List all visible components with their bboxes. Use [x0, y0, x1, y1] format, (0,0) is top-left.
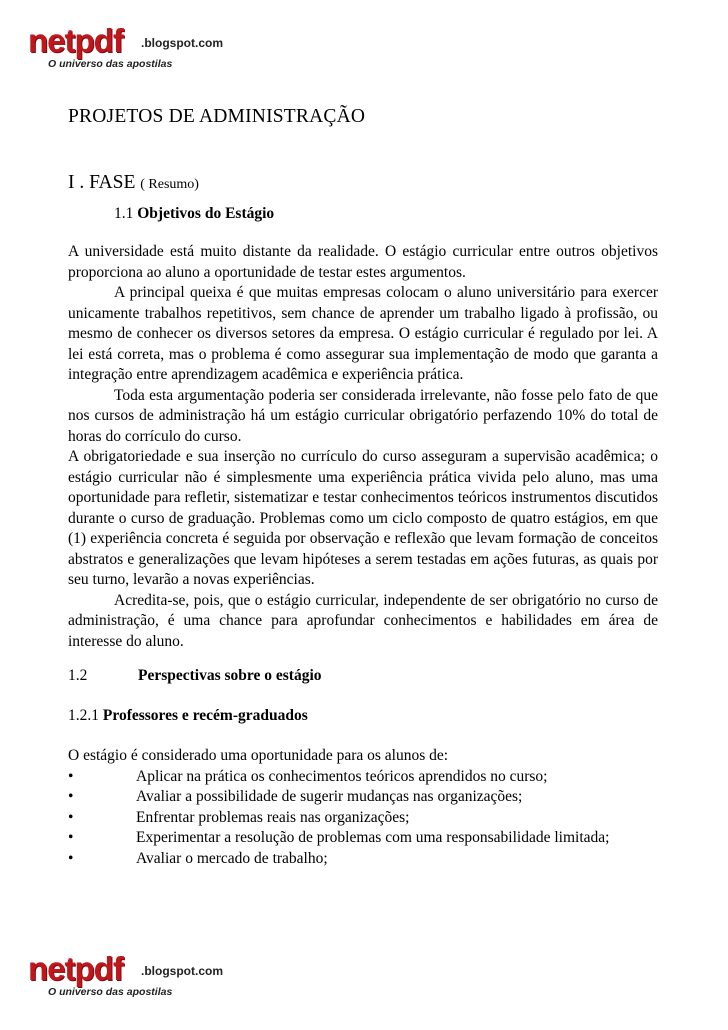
header-logo — [28, 22, 223, 76]
list-item: • Experimentar a resolução de problemas com uma responsabilidade limitada; — [68, 828, 658, 849]
phase-label: I . FASE — [68, 172, 136, 193]
section-1-2-number: 1.2 — [68, 667, 88, 684]
section-1-2-title: Perspectivas sobre o estágio — [138, 667, 322, 684]
bullet-icon: • — [68, 849, 74, 867]
logo-domain: .blogspot.com — [141, 964, 223, 978]
section-1-1-title: Objetivos do Estágio — [137, 205, 275, 222]
paragraph-5: Acredita-se, pois, que o estágio curricular, independente de ser obrigatório no curso de administração, é uma chance para aprofundar conhecimentos e habilidades em área de interesse do aluno. — [68, 591, 658, 650]
section-1-2-heading — [68, 666, 658, 686]
list-item: • Aplicar na prática os conhecimentos teóricos aprendidos no curso; — [68, 767, 658, 788]
list-intro: O estágio é considerado uma oportunidade para os alunos de: — [68, 747, 449, 764]
section-1-1-heading — [68, 204, 658, 224]
paragraph-2: A principal queixa é que muitas empresas colocam o aluno universitário para exercer unicamente trabalhos repetitivos, sem chance de aprender um trabalho ligado à profissão, ou mesmo de conhecer os diversos setores da empresa. O estágio curricular é regulado por lei. A lei está correta, mas o problema é como assegurar sua implementação de modo que garanta a integração entre aprendizagem acadêmica e experiência prática. — [68, 284, 658, 383]
phase-note: ( Resumo) — [140, 177, 199, 192]
logo-domain: .blogspot.com — [141, 36, 223, 50]
footer-logo — [28, 950, 223, 1004]
phase-heading — [68, 170, 658, 198]
paragraph-1: A universidade está muito distante da realidade. O estágio curricular entre outros objetivos proporciona ao aluno a oportunidade de testar estes argumentos. — [68, 243, 658, 281]
bullet-icon: • — [68, 788, 74, 805]
list-item: • Avaliar o mercado de trabalho; — [68, 849, 658, 870]
bullet-icon: • — [68, 808, 74, 826]
section-1-1-number: 1.1 — [114, 205, 134, 222]
list-item: • Avaliar a possibilidade de sugerir mudanças nas organizações; — [68, 787, 658, 808]
logo-tagline: O universo das apostilas — [48, 58, 173, 70]
document-title: PROJETOS DE ADMINISTRAÇÃO — [68, 106, 366, 127]
list-item: • Enfrentar problemas reais nas organizações; — [68, 808, 658, 829]
bullet-icon: • — [68, 829, 74, 846]
section-1-2-1-number: 1.2.1 — [68, 707, 99, 724]
logo-brand: netpdf — [28, 950, 123, 987]
logo-tagline: O universo das apostilas — [48, 986, 173, 998]
section-1-2-1-heading — [68, 706, 658, 726]
paragraph-3: Toda esta argumentação poderia ser considerada irrelevante, não fosse pelo fato de que nos cursos de administração há um estágio curricular obrigatório perfazendo 10% do total de horas do corrículo do curso. — [68, 386, 658, 445]
logo-brand: netpdf — [28, 22, 123, 59]
paragraph-4: A obrigatoriedade e sua inserção no currículo do curso asseguram a supervisão acadêmica; o estágio curricular não é simplesmente uma experiência prática vivida pelo aluno, mas uma oportunidade para refletir, sistematizar e testar conhecimentos teóricos instrumentos discutidos durante o curso de graduação. Problemas como um ciclo composto de quatro estágios, em que (1) experiência concreta é seguida por observação e reflexão que levam formação de conceitos abstratos e generalizações que levam hipóteses a serem testadas em ações futuras, as quais por seu turno, levarão a novas experiências. — [68, 448, 658, 588]
document-body — [68, 104, 658, 869]
bullet-list — [68, 767, 658, 870]
section-1-2-1-title: Professores e recém-graduados — [102, 707, 308, 724]
bullet-icon: • — [68, 767, 74, 785]
